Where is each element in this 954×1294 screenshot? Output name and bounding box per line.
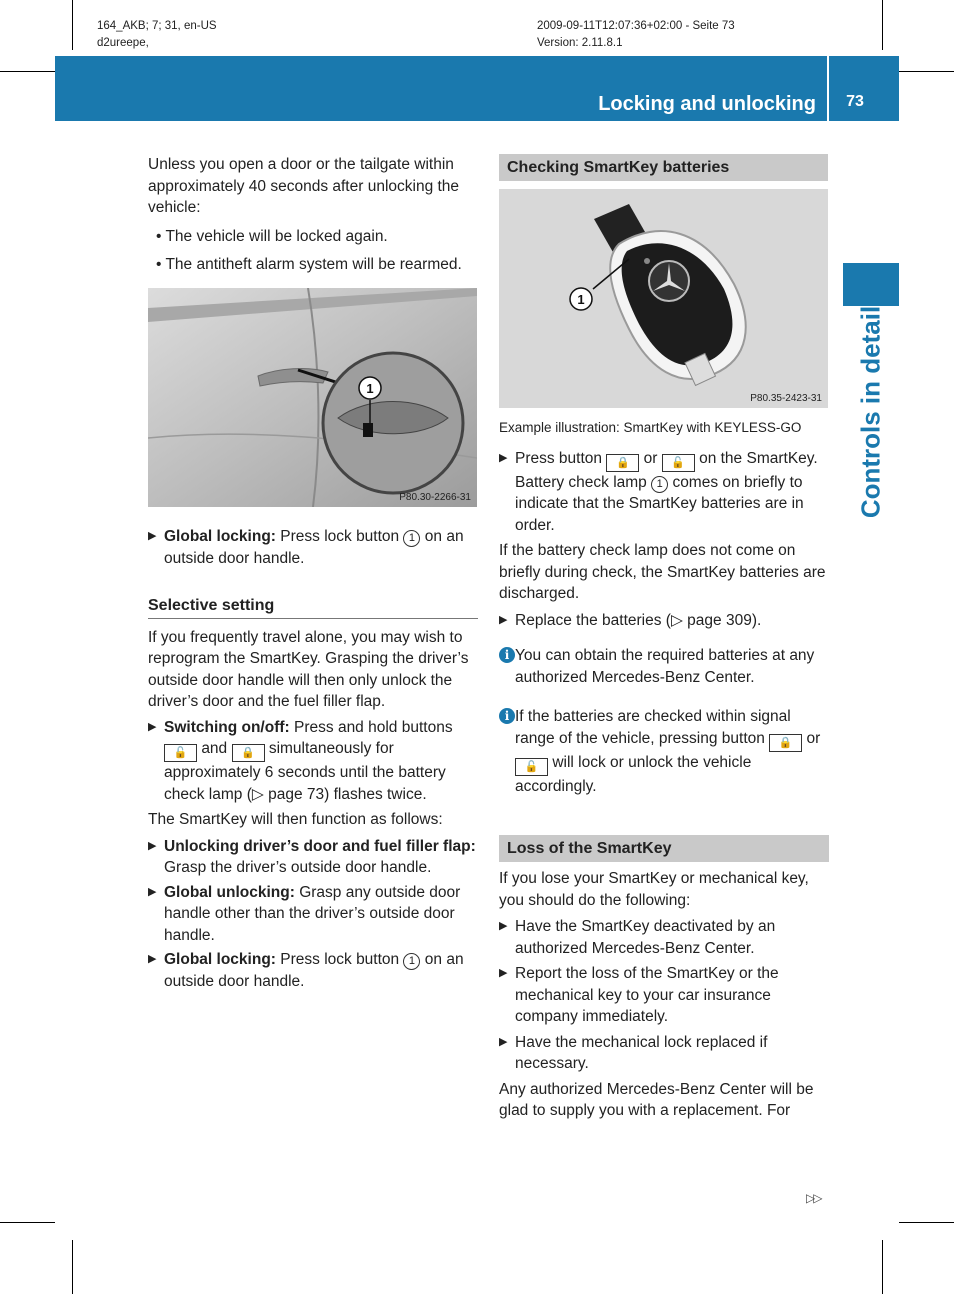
bullet-item: • The vehicle will be locked again. <box>156 227 388 245</box>
step-arrow-icon: ▶ <box>148 720 157 733</box>
step-press-button: ▶ Press button 🔒 or 🔓 on the SmartKey. Battery check lamp 1 comes on briefly to indicate that the SmartKey batteries are in order. <box>499 449 818 534</box>
step-global-unlocking: ▶ Global unlocking: Grasp any outside door handle other than the driver’s outside door handle. <box>148 883 461 944</box>
step-replace-lock: ▶ Have the mechanical lock replaced if necessary. <box>499 1033 768 1072</box>
callout-number: 1 <box>577 292 585 307</box>
crop-mark <box>72 0 73 50</box>
chapter-label: Controls in detail <box>855 305 886 519</box>
step-arrow-icon: ▶ <box>499 613 508 626</box>
chapter-tab <box>843 263 899 306</box>
crop-mark <box>882 1240 883 1294</box>
step-replace-batteries: ▶ Replace the batteries (▷ page 309). <box>499 610 829 632</box>
right-column-top <box>499 154 828 181</box>
callout-circle: 1 <box>403 953 420 970</box>
unlock-button-icon: 🔓 <box>662 454 695 472</box>
step-arrow-icon: ▶ <box>148 839 157 852</box>
section-heading-loss: Loss of the SmartKey <box>499 835 829 862</box>
left-column <box>148 154 478 276</box>
figure-caption: Example illustration: SmartKey with KEYLESS-GO <box>499 420 802 435</box>
step-unlocking-driver: ▶ Unlocking driver’s door and fuel filler flap: Grasp the driver’s outside door handle. <box>148 837 476 876</box>
right-column <box>499 417 829 1122</box>
step-global-locking-2: ▶ Global locking: Press lock button 1 on an outside door handle. <box>148 951 464 990</box>
loss-text: If you lose your SmartKey or mechanical key, you should do the following: <box>499 870 809 909</box>
info-icon: i <box>499 647 515 663</box>
crop-mark <box>899 1222 954 1223</box>
step-deactivate: ▶ Have the SmartKey deactivated by an authorized Mercedes-Benz Center. <box>499 918 776 957</box>
lock-button-icon: 🔒 <box>232 744 265 762</box>
info-icon: i <box>499 708 515 724</box>
info-note: i If the batteries are checked within signal range of the vehicle, pressing button 🔒 or 🔓 will lock or unlock the vehicle accordingly. <box>499 706 829 797</box>
step-switching: ▶ Switching on/off: Press and hold buttons 🔓 and 🔒 simultaneously for approximately 6 seconds until the battery check lamp (▷ page 73) flashes twice. <box>148 718 453 803</box>
lock-button-icon: 🔒 <box>769 734 802 752</box>
lock-button-icon: 🔒 <box>606 454 639 472</box>
step-arrow-icon: ▶ <box>148 530 157 542</box>
step-arrow-icon: ▶ <box>499 451 508 464</box>
intro-text: Unless you open a door or the tailgate within approximately 40 seconds after unlocking the vehicle: <box>148 156 460 216</box>
battery-text: If the battery check lamp does not come on briefly during check, the SmartKey batteries are discharged. <box>499 542 826 602</box>
step-report-loss: ▶ Report the loss of the SmartKey or the mechanical key to your car insurance company immediately. <box>499 965 779 1025</box>
crop-mark <box>72 1240 73 1294</box>
smartkey-figure <box>499 189 828 408</box>
crop-mark <box>899 71 954 72</box>
smartkey-illustration <box>499 189 828 408</box>
info-note: i You can obtain the required batteries at any authorized Mercedes-Benz Center. <box>499 645 829 688</box>
step-arrow-icon: ▶ <box>499 920 508 932</box>
step-global-locking: ▶ Global locking: Press lock button 1 on an outside door handle. <box>148 528 464 567</box>
step-arrow-icon: ▶ <box>499 967 508 979</box>
callout-circle: 1 <box>651 476 668 493</box>
callout-number: 1 <box>366 381 374 396</box>
step-arrow-icon: ▶ <box>148 953 157 965</box>
section-heading: Selective setting <box>148 595 478 619</box>
section-heading-batteries: Checking SmartKey batteries <box>499 154 828 181</box>
unlock-button-icon: 🔓 <box>164 744 197 762</box>
page-title: Locking and unlocking <box>598 93 816 115</box>
replacement-text: Any authorized Mercedes-Benz Center will be glad to supply you with a replacement. For <box>499 1080 814 1119</box>
unlock-button-icon: 🔓 <box>515 758 548 776</box>
crop-mark <box>0 71 55 72</box>
page-number: 73 <box>846 93 864 110</box>
left-column-lower <box>148 526 478 992</box>
door-handle-illustration <box>148 288 477 507</box>
step-arrow-icon: ▶ <box>499 1035 508 1048</box>
step-arrow-icon: ▶ <box>148 885 157 898</box>
figure-code: P80.30-2266-31 <box>399 492 471 503</box>
door-handle-figure <box>148 288 477 507</box>
print-meta-left: 164_AKB; 7; 31, en-US d2ureepe, <box>97 20 217 49</box>
crop-mark <box>882 0 883 50</box>
figure-code: P80.35-2423-31 <box>750 393 822 404</box>
header-divider <box>827 56 829 121</box>
function-text: The SmartKey will then function as follows: <box>148 811 443 828</box>
crop-mark <box>0 1222 55 1223</box>
continued-icon: ▷▷ <box>806 1191 821 1205</box>
print-meta-right: 2009-09-11T12:07:36+02:00 - Seite 73 Version: 2.11.8.1 <box>537 20 735 49</box>
bullet-item: • The antitheft alarm system will be rearmed. <box>156 256 462 273</box>
selective-setting-text: If you frequently travel alone, you may wish to reprogram the SmartKey. Grasping the driver’s outside door handle will then only unlock the driver’s door and the fuel filler flap. <box>148 628 469 710</box>
callout-circle: 1 <box>403 530 420 547</box>
